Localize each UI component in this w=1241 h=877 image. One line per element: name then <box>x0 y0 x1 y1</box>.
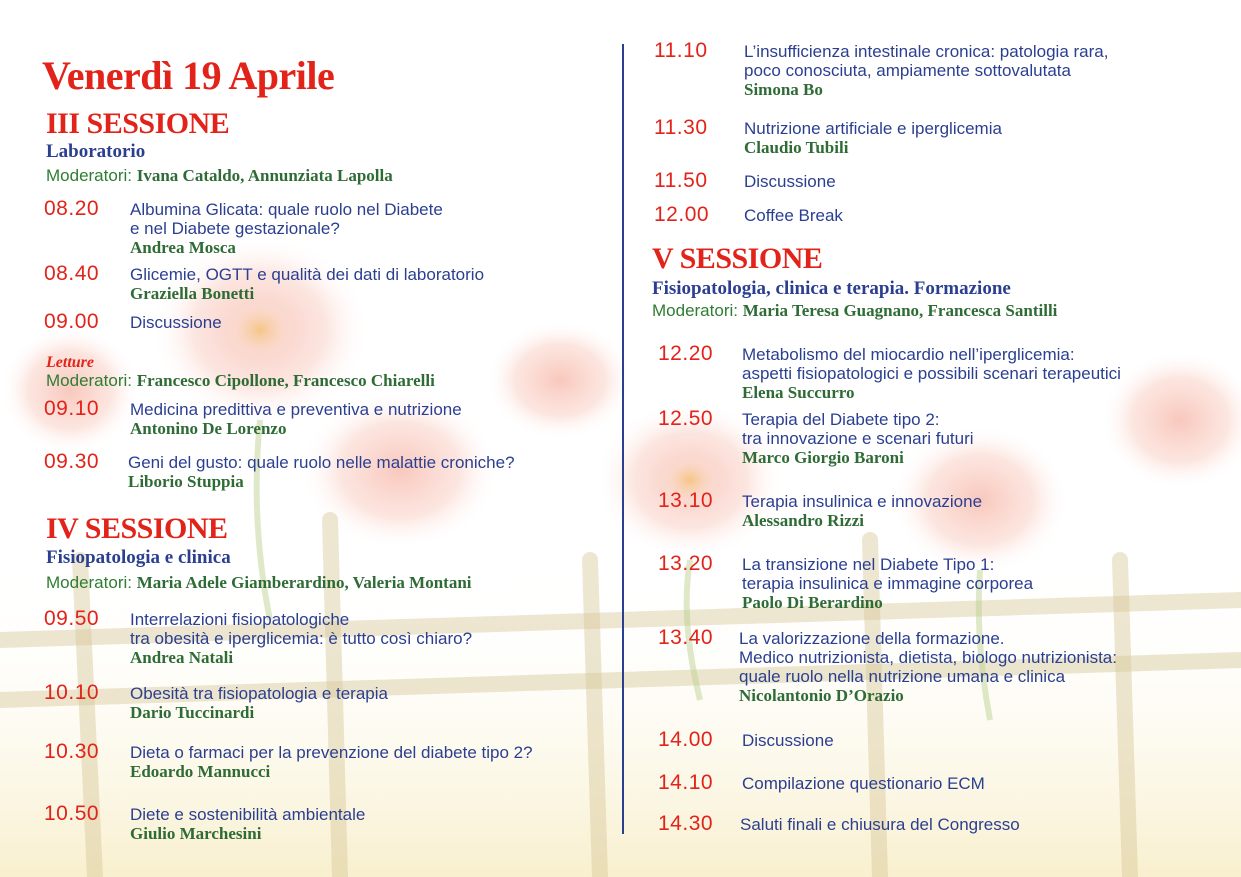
item-time: 14.10 <box>658 771 714 794</box>
talk-title-line: Dieta o farmaci per la prevenzione del diabete tipo 2? <box>130 743 533 762</box>
item-talk <box>742 345 1121 402</box>
moderators-names: Maria Teresa Guagnano, Francesca Santilli <box>742 301 1058 320</box>
item-time: 11.10 <box>654 39 708 62</box>
talk-title-line: Terapia del Diabete tipo 2: <box>742 410 940 429</box>
speaker-name: Marco Giorgio Baroni <box>742 448 904 467</box>
item-talk <box>740 815 1020 834</box>
column-divider <box>622 44 624 834</box>
talk-title-line: Terapia insulinica e innovazione <box>742 492 983 511</box>
item-talk <box>742 492 982 530</box>
item-time: 13.10 <box>658 489 714 512</box>
item-time: 08.40 <box>44 262 100 285</box>
talk-title-line: terapia insulinica e immagine corporea <box>742 574 1034 593</box>
talk-title-line: Geni del gusto: quale ruolo nelle malattie croniche? <box>128 453 515 472</box>
talk-title-line: Glicemie, OGTT e qualità dei dati di laboratorio <box>130 265 485 284</box>
speaker-name: Edoardo Mannucci <box>130 762 271 781</box>
item-talk <box>130 200 443 257</box>
item-time: 14.30 <box>658 812 714 835</box>
item-talk <box>130 265 484 303</box>
item-time: 10.50 <box>44 802 100 825</box>
session5-moderators <box>652 301 1057 321</box>
speaker-name: Elena Succurro <box>742 383 855 402</box>
speaker-name: Paolo Di Berardino <box>742 593 883 612</box>
item-time: 08.20 <box>44 197 100 220</box>
speaker-name: Giulio Marchesini <box>130 824 262 843</box>
item-talk <box>742 731 834 750</box>
speaker-name: Alessandro Rizzi <box>742 511 864 530</box>
letture-moderators <box>46 371 435 391</box>
session4-moderators <box>46 573 472 593</box>
speaker-name: Andrea Mosca <box>130 238 236 257</box>
speaker-name: Claudio Tubili <box>744 138 849 157</box>
item-talk <box>744 206 843 225</box>
talk-title-line: Medico nutrizionista, dietista, biologo nutrizionista: <box>739 648 1117 667</box>
session4-subtitle: Fisiopatologia e clinica <box>46 547 231 568</box>
talk-title-line: Coffee Break <box>744 206 843 225</box>
talk-title-line: Discussione <box>742 731 834 750</box>
item-time: 11.50 <box>654 169 708 192</box>
item-time: 10.30 <box>44 740 100 763</box>
speaker-name: Simona Bo <box>744 80 823 99</box>
item-talk <box>130 684 388 722</box>
talk-title-line: Discussione <box>130 313 222 332</box>
talk-title-line: quale ruolo nella nutrizione umana e clinica <box>739 667 1066 686</box>
item-talk <box>739 629 1117 705</box>
talk-title-line: Medicina predittiva e preventiva e nutrizione <box>130 400 462 419</box>
talk-title-line: aspetti fisiopatologici e possibili scenari terapeutici <box>742 364 1121 383</box>
item-talk <box>130 743 533 781</box>
item-talk <box>742 410 974 467</box>
talk-title-line: Interrelazioni fisiopatologiche <box>130 610 350 629</box>
item-talk <box>128 453 515 491</box>
talk-title-line: L’insufficienza intestinale cronica: patologia rara, <box>744 42 1109 61</box>
talk-title-line: Obesità tra fisiopatologia e terapia <box>130 684 388 703</box>
item-talk <box>130 400 462 438</box>
talk-title-line: tra innovazione e scenari futuri <box>742 429 974 448</box>
talk-title-line: La valorizzazione della formazione. <box>739 629 1005 648</box>
session5-subtitle: Fisiopatologia, clinica e terapia. Formazione <box>652 278 1011 299</box>
item-talk <box>130 805 365 843</box>
speaker-name: Graziella Bonetti <box>130 284 255 303</box>
moderators-names: Ivana Cataldo, Annunziata Lapolla <box>136 166 393 185</box>
item-time: 13.20 <box>658 552 714 575</box>
talk-title-line: tra obesità e iperglicemia: è tutto così chiaro? <box>130 629 473 648</box>
talk-title-line: Nutrizione artificiale e iperglicemia <box>744 119 1002 138</box>
item-time: 11.30 <box>654 116 708 139</box>
item-time: 14.00 <box>658 728 714 751</box>
talk-title-line: poco conosciuta, ampiamente sottovalutata <box>744 61 1071 80</box>
item-time: 12.50 <box>658 407 714 430</box>
moderators-label: Moderatori: <box>46 371 132 390</box>
session5-title: V SESSIONE <box>652 242 823 275</box>
item-talk <box>742 555 1033 612</box>
item-time: 13.40 <box>658 626 714 649</box>
moderators-label: Moderatori: <box>652 301 738 320</box>
speaker-name: Andrea Natali <box>130 648 234 667</box>
item-talk <box>744 172 836 191</box>
item-talk <box>130 313 222 332</box>
item-time: 09.50 <box>44 607 100 630</box>
day-title: Venerdì 19 Aprile <box>42 53 335 98</box>
item-time: 09.10 <box>44 397 100 420</box>
session3-moderators <box>46 166 393 186</box>
talk-title-line: Saluti finali e chiusura del Congresso <box>740 815 1020 834</box>
talk-title-line: Metabolismo del miocardio nell’iperglicemia: <box>742 345 1075 364</box>
moderators-label: Moderatori: <box>46 573 132 592</box>
item-time: 12.00 <box>654 203 710 226</box>
item-time: 09.00 <box>44 310 100 333</box>
item-time: 12.20 <box>658 342 714 365</box>
talk-title-line: Discussione <box>744 172 836 191</box>
talk-title-line: La transizione nel Diabete Tipo 1: <box>742 555 995 574</box>
item-time: 10.10 <box>44 681 100 704</box>
talk-title-line: e nel Diabete gestazionale? <box>130 219 340 238</box>
moderators-names: Maria Adele Giamberardino, Valeria Montani <box>136 573 472 592</box>
talk-title-line: Albumina Glicata: quale ruolo nel Diabete <box>130 200 443 219</box>
speaker-name: Antonino De Lorenzo <box>130 419 287 438</box>
item-talk <box>130 610 472 667</box>
speaker-name: Liborio Stuppia <box>128 472 244 491</box>
talk-title-line: Diete e sostenibilità ambientale <box>130 805 366 824</box>
moderators-names: Francesco Cipollone, Francesco Chiarelli <box>136 371 435 390</box>
letture-label: Letture <box>46 354 94 371</box>
item-talk <box>742 774 985 793</box>
item-talk <box>744 119 1002 157</box>
speaker-name: Dario Tuccinardi <box>130 703 255 722</box>
item-talk <box>744 42 1108 99</box>
moderators-label: Moderatori: <box>46 166 132 185</box>
speaker-name: Nicolantonio D’Orazio <box>739 686 904 705</box>
session4-title: IV SESSIONE <box>46 512 228 545</box>
talk-title-line: Compilazione questionario ECM <box>742 774 985 793</box>
session3-subtitle: Laboratorio <box>46 141 146 162</box>
item-time: 09.30 <box>44 450 100 473</box>
session3-title: III SESSIONE <box>46 107 230 140</box>
